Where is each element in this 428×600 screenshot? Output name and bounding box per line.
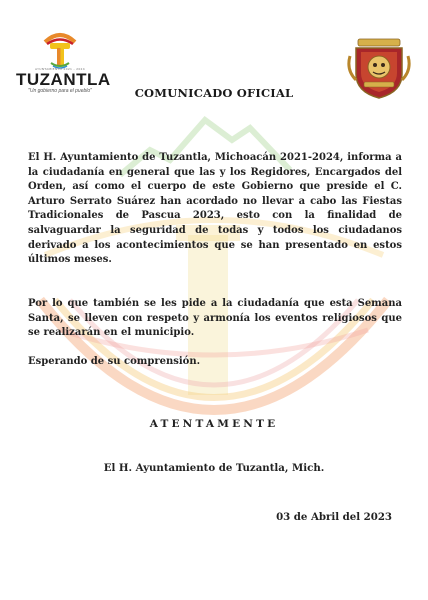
body-paragraph-closing-remark: Esperando de su comprensión. — [28, 356, 201, 367]
body-paragraph-request: Por lo que también se les pide a la ciudadanía que esta Semana Santa, se lleven con respeto y armonía los eventos religiosos que se realizarán en el municipio. — [28, 298, 402, 339]
document-date: 03 de Abril del 2023 — [276, 511, 392, 523]
logo-slogan: "Un gobierno para el pueblo" — [28, 88, 92, 94]
page-title: COMUNICADO OFICIAL — [134, 86, 294, 100]
logo-tagline-small: AYUNTAMIENTO 2021 - 2024 — [35, 67, 85, 71]
logo-wordmark: TUZANTLA — [16, 70, 111, 89]
signature-line: El H. Ayuntamiento de Tuzantla, Mich. — [103, 462, 325, 474]
body-paragraph-announcement: El H. Ayuntamiento de Tuzantla, Michoacán 2021-2024, informa a la ciudadanía en general que las y los Regidores, Encargados del Orden, así como el cuerpo de este Gobierno que preside el C. Arturo Serrato Suárez han acordado no llevar a cabo las Fiestas Tradicionales de Pascua 2023, esto con la finalidad de salvaguardar la seguridad de todas y todos los ciudadanos derivado a los acontecimientos que se han presentado en estos últimos meses. — [28, 152, 402, 266]
closing-salutation: ATENTAMENTE — [149, 418, 279, 430]
tuzantla-t-logo-icon — [41, 30, 79, 70]
